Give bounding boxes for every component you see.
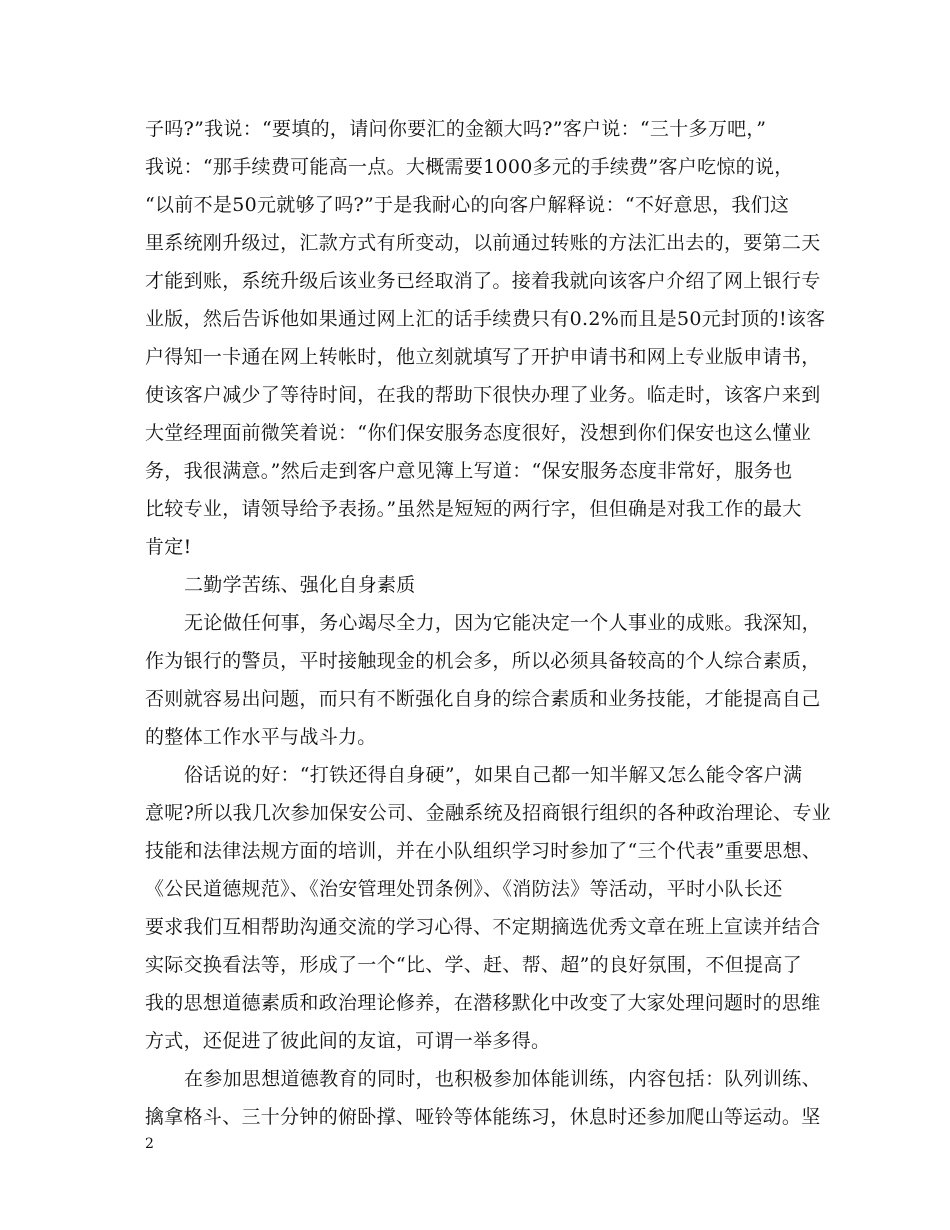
text-line: 务，我很满意。”然后走到客户意见簿上写道：“保安服务态度非常好，服务也 xyxy=(145,460,793,482)
text-line: 里系统刚升级过，汇款方式有所变动，以前通过转账的方法汇出去的，要第二天 xyxy=(145,232,821,254)
text-line: 在参加思想道德教育的同时，也积极参加体能训练，内容包括：队列训练、 xyxy=(184,1068,821,1090)
text-line: 意呢?所以我几次参加保安公司、金融系统及招商银行组织的各种政治理论、专业 xyxy=(145,802,831,824)
text-line: 大堂经理面前微笑着说：“你们保安服务态度很好，没想到你们保安也这么懂业 xyxy=(145,422,812,444)
text-line: 使该客户减少了等待时间，在我的帮助下很快办理了业务。临走时，该客户来到 xyxy=(145,384,821,406)
page-number: 2 xyxy=(145,1136,154,1152)
text-line: 技能和法律法规方面的培训，并在小队组织学习时参加了“三个代表”重要思想、 xyxy=(145,840,822,862)
text-line: 业版，然后告诉他如果通过网上汇的话手续费只有0.2%而且是50元封顶的!该客 xyxy=(145,308,826,330)
text-line: “以前不是50元就够了吗?”于是我耐心的向客户解释说：“不好意思，我们这 xyxy=(145,194,790,216)
text-line: 才能到账，系统升级后该业务已经取消了。接着我就向该客户介绍了网上银行专 xyxy=(145,270,821,292)
text-line: 比较专业，请领导给予表扬。”虽然是短短的两行字，但但确是对我工作的最大 xyxy=(145,498,802,520)
text-line: 无论做任何事，务心竭尽全力，因为它能决定一个人事业的成账。我深知， xyxy=(184,612,821,634)
text-line: 户得知一卡通在网上转帐时，他立刻就填写了开护申请书和网上专业版申请书， xyxy=(145,346,821,368)
text-line: 俗话说的好：“打铁还得自身硬”，如果自己都一知半解又怎么能令客户满 xyxy=(184,764,803,786)
text-line: 我说：“那手续费可能高一点。大概需要1000多元的手续费”客户吃惊的说， xyxy=(145,156,794,178)
text-line: 作为银行的警员，平时接触现金的机会多，所以必须具备较高的个人综合素质， xyxy=(145,650,821,672)
text-line: 子吗?”我说：“要填的，请问你要汇的金额大吗?”客户说：“三十多万吧，” xyxy=(145,118,767,140)
text-line: 《公民道德规范》、《治安管理处罚条例》、《消防法》等活动，平时小队长还 xyxy=(145,878,783,900)
text-line: 要求我们互相帮助沟通交流的学习心得、不定期摘选优秀文章在班上宣读并结合 xyxy=(145,916,821,938)
text-line: 的整体工作水平与战斗力。 xyxy=(145,726,377,748)
text-line: 肯定! xyxy=(145,536,192,558)
text-line: 擒拿格斗、三十分钟的俯卧撑、哑铃等体能练习，休息时还参加爬山等运动。坚 xyxy=(145,1106,821,1128)
text-line: 否则就容易出问题，而只有不断强化自身的综合素质和业务技能，才能提高自己 xyxy=(145,688,821,710)
section-heading: 二勤学苦练、强化自身素质 xyxy=(184,574,416,596)
text-line: 我的思想道德素质和政治理论修养，在潜移默化中改变了大家处理问题时的思维 xyxy=(145,992,821,1014)
text-line: 实际交换看法等，形成了一个“比、学、赶、帮、超”的良好氛围，不但提高了 xyxy=(145,954,802,976)
text-line: 方式，还促进了彼此间的友谊，可谓一举多得。 xyxy=(145,1030,551,1052)
